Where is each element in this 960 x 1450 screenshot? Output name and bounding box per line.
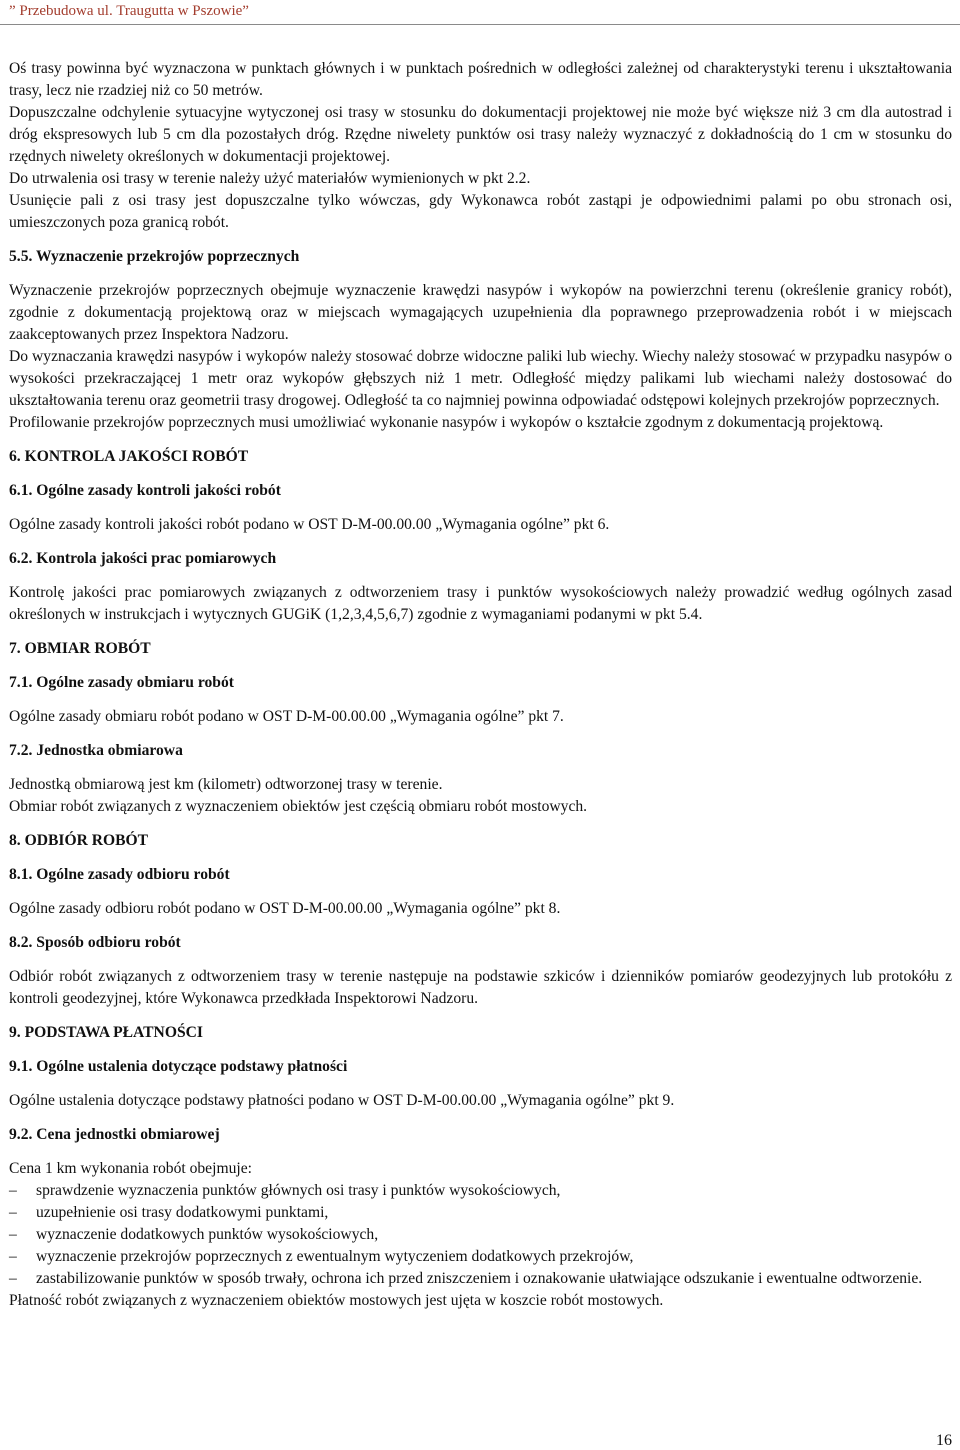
paragraph: Dopuszczalne odchylenie sytuacyjne wytyczonej osi trasy w stosunku do dokumentacji projektowej nie może być większe niż 3 cm dla autostrad i dróg ekspresowych lub 5 cm dla pozostałych dróg. Rzędne niwelety punktów osi trasy należy wyznaczyć z dokładnością do 1 cm w stosunku do rzędnych niwelety określonych w dokumentacji projektowej.: [9, 104, 952, 165]
paragraph: Profilowanie przekrojów poprzecznych musi umożliwiać wykonanie nasypów i wykopów o kształcie zgodnym z dokumentacją projektową.: [9, 414, 884, 431]
section-heading-9: 9. PODSTAWA PŁATNOŚCI: [9, 1024, 203, 1041]
paragraph: Do wyznaczania krawędzi nasypów i wykopów należy stosować dobrze widoczne paliki lub wiechy. Wiechy należy stosować w przypadku nasypów o wysokości przekraczającej 1 metr oraz wykopów głębszych niż 1 metr. Odległość między palikami lub wiechami należy dostosować do ukształtowania terenu oraz geometrii trasy drogowej. Odległość ta co najmniej powinna odpowiadać odstępowi kolejnych przekrojów poprzecznych.: [9, 348, 952, 409]
document-title: ” Przebudowa ul. Traugutta w Pszowie”: [9, 3, 249, 19]
section-heading-6-1: 6.1. Ogólne zasady kontroli jakości robót: [9, 482, 281, 499]
section-heading-7: 7. OBMIAR ROBÓT: [9, 640, 151, 657]
page-content: [9, 58, 952, 1312]
paragraph: Usunięcie pali z osi trasy jest dopuszczalne tylko wówczas, gdy Wykonawca robót zastąpi je odpowiednimi palami po obu stronach osi, umieszczonych poza granicą robót.: [9, 192, 952, 231]
list-item: – zastabilizowanie punktów w sposób trwały, ochrona ich przed zniszczeniem i oznakowanie ułatwiające odszukanie i ewentualne odtworzenie.: [9, 1268, 952, 1290]
section-heading-5-5: 5.5. Wyznaczenie przekrojów poprzecznych: [9, 248, 300, 265]
list-item: – sprawdzenie wyznaczenia punktów głównych osi trasy i punktów wysokościowych,: [9, 1180, 952, 1202]
section-heading-7-2: 7.2. Jednostka obmiarowa: [9, 742, 183, 759]
page-number: 16: [936, 1432, 952, 1449]
paragraph: Ogólne zasady odbioru robót podano w OST D-M-00.00.00 „Wymagania ogólne” pkt 8.: [9, 900, 561, 917]
section-heading-9-1: 9.1. Ogólne ustalenia dotyczące podstawy płatności: [9, 1058, 348, 1075]
paragraph: Ogólne zasady obmiaru robót podano w OST D-M-00.00.00 „Wymagania ogólne” pkt 7.: [9, 708, 564, 725]
section-heading-6: 6. KONTROLA JAKOŚCI ROBÓT: [9, 448, 249, 465]
paragraph: Jednostką obmiarową jest km (kilometr) odtworzonej trasy w terenie.: [9, 776, 443, 793]
section-heading-9-2: 9.2. Cena jednostki obmiarowej: [9, 1126, 220, 1143]
paragraph: Płatność robót związanych z wyznaczeniem obiektów mostowych jest ujęta w koszcie robót mostowych.: [9, 1292, 664, 1309]
list-item: – wyznaczenie dodatkowych punktów wysokościowych,: [9, 1224, 952, 1246]
section-heading-7-1: 7.1. Ogólne zasady obmiaru robót: [9, 674, 234, 691]
paragraph: Obmiar robót związanych z wyznaczeniem obiektów jest częścią obmiaru robót mostowych.: [9, 798, 588, 815]
paragraph: Ogólne ustalenia dotyczące podstawy płatności podano w OST D-M-00.00.00 „Wymagania ogólne” pkt 9.: [9, 1092, 675, 1109]
price-scope-list: [9, 1180, 952, 1290]
section-heading-8-1: 8.1. Ogólne zasady odbioru robót: [9, 866, 230, 883]
section-heading-8: 8. ODBIÓR ROBÓT: [9, 832, 149, 849]
paragraph: Cena 1 km wykonania robót obejmuje:: [9, 1160, 252, 1177]
page-header: [0, 0, 960, 25]
list-item: – uzupełnienie osi trasy dodatkowymi punktami,: [9, 1202, 952, 1224]
paragraph: Wyznaczenie przekrojów poprzecznych obejmuje wyznaczenie krawędzi nasypów i wykopów na powierzchni terenu (określenie granicy robót), zgodnie z dokumentacją projektową oraz w miejscach wymagających uzupełnienia dla poprawnego przeprowadzenia robót i w miejscach zaakceptowanych przez Inspektora Nadzoru.: [9, 282, 952, 343]
list-item: – wyznaczenie przekrojów poprzecznych z ewentualnym wytyczeniem dodatkowych przekrojów,: [9, 1246, 952, 1268]
paragraph: Ogólne zasady kontroli jakości robót podano w OST D-M-00.00.00 „Wymagania ogólne” pkt 6.: [9, 516, 610, 533]
section-heading-8-2: 8.2. Sposób odbioru robót: [9, 934, 181, 951]
paragraph: Kontrolę jakości prac pomiarowych związanych z odtworzeniem trasy i punktów wysokościowych należy prowadzić według ogólnych zasad określonych w instrukcjach i wytycznych GUGiK (1,2,3,4,5,6,7) zgodnie z wymaganiami podanymi w pkt 5.4.: [9, 584, 952, 623]
paragraph: Odbiór robót związanych z odtworzeniem trasy w terenie następuje na podstawie szkiców i dzienników pomiarów geodezyjnych lub protokółu z kontroli geodezyjnej, które Wykonawca przedkłada Inspektorowi Nadzoru.: [9, 968, 952, 1007]
section-heading-6-2: 6.2. Kontrola jakości prac pomiarowych: [9, 550, 277, 567]
paragraph: Do utrwalenia osi trasy w terenie należy użyć materiałów wymienionych w pkt 2.2.: [9, 170, 531, 187]
paragraph: Oś trasy powinna być wyznaczona w punktach głównych i w punktach pośrednich w odległości zależnej od charakterystyki terenu i ukształtowania trasy, lecz nie rzadziej niż co 50 metrów.: [9, 60, 952, 99]
